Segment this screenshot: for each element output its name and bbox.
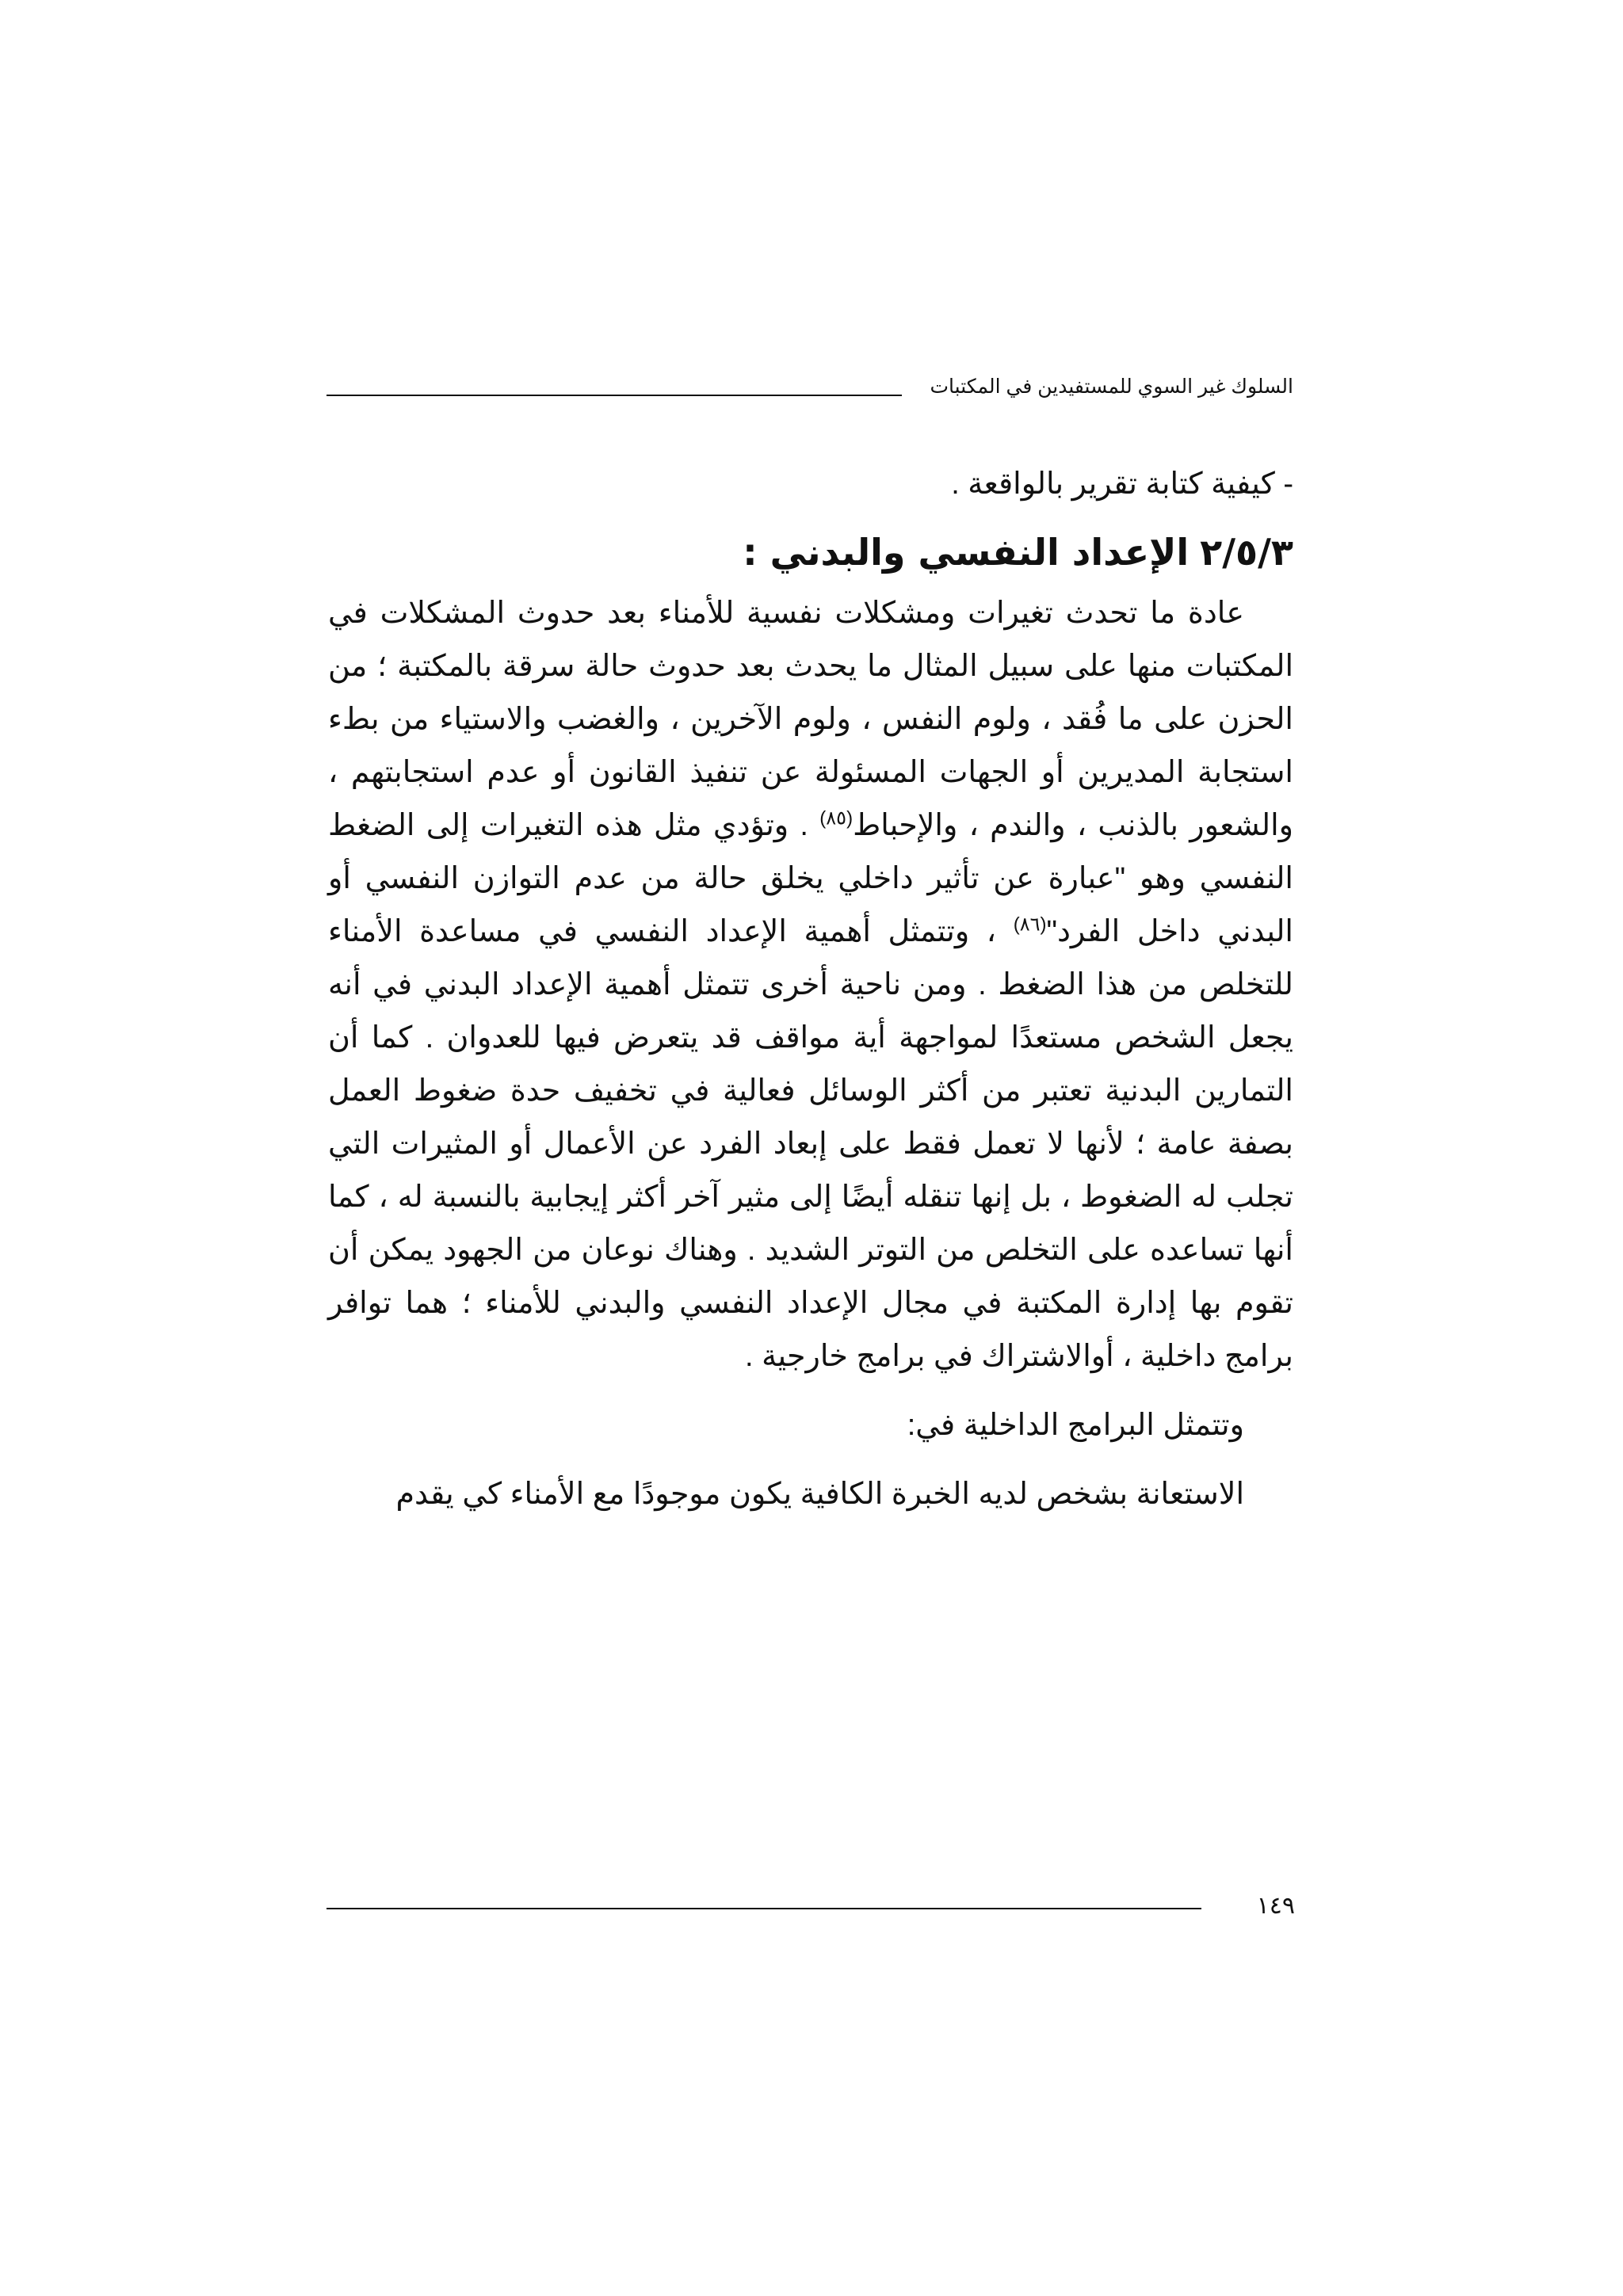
footnote-ref-85: (٨٥) xyxy=(819,807,854,830)
page-number: ١٤٩ xyxy=(1256,1892,1295,1920)
page-footer xyxy=(327,1887,1295,1925)
paragraph-part-2: . وتؤدي مثل هذه التغيرات إلى الضغط النفسي وهو "عبارة عن تأثير داخلي يخلق حالة من عدم التوازن النفسي أو البدني داخل الفرد" xyxy=(328,809,1293,948)
section-number: ٢/٥/٣ xyxy=(1200,531,1293,574)
header-rule xyxy=(327,395,902,396)
continued-paragraph: الاستعانة بشخص لديه الخبرة الكافية يكون موجودًا مع الأمناء كي يقدم xyxy=(395,1478,1244,1511)
body-paragraph xyxy=(328,587,1293,1383)
paragraph-part-3: ، وتتمثل أهمية الإعداد النفسي في مساعدة الأمناء للتخلص من هذا الضغط . ومن ناحية أخرى تتمثل أهمية الإعداد البدني في أنه يجعل الشخص مستعدًا لمواجهة أية مواقف قد يتعرض فيها للعدوان . كما أن التمارين البدنية تعتبر من أكثر الوسائل فعالية في تخفيف حدة ضغوط العمل بصفة عامة ؛ لأنها لا تعمل فقط على إبعاد الفرد عن الأعمال أو المثيرات التي تجلب له الضغوط ، بل إنها تنقله أيضًا إلى مثير آخر أكثر إيجابية بالنسبة له ، كما أنها تساعده على التخلص من التوتر الشديد . وهناك نوعان من الجهود يمكن أن تقوم بها إدارة المكتبة في مجال الإعداد النفسي والبدني للأمناء ؛ هما توافر برامج داخلية ، أوالاشتراك في برامج خارجية . xyxy=(328,915,1293,1373)
section-heading xyxy=(328,527,1293,578)
bullet-item: - كيفية كتابة تقرير بالواقعة . xyxy=(951,467,1293,501)
footer-rule xyxy=(327,1908,1201,1909)
paragraph-part-1: عادة ما تحدث تغيرات ومشكلات نفسية للأمناء بعد حدوث المشكلات في المكتبات منها على سبيل المثال ما يحدث بعد حدوث حالة سرقة بالمكتبة ؛ من الحزن على ما فُقد ، ولوم النفس ، ولوم الآخرين ، والغضب والاستياء من بطء استجابة المديرين أو الجهات المسئولة عن تنفيذ القانون أو عدم استجابتهم ، والشعور بالذنب ، والندم ، والإحباط xyxy=(328,597,1293,842)
running-header xyxy=(327,371,1293,402)
page-content xyxy=(328,458,1293,1521)
header-title: السلوك غير السوي للمستفيدين في المكتبات xyxy=(930,376,1293,398)
footnote-ref-86: (٨٦) xyxy=(1013,913,1047,936)
section-title: الإعداد النفسي والبدني : xyxy=(743,531,1190,574)
internal-programs-intro: وتتمثل البرامج الداخلية في: xyxy=(907,1409,1244,1442)
